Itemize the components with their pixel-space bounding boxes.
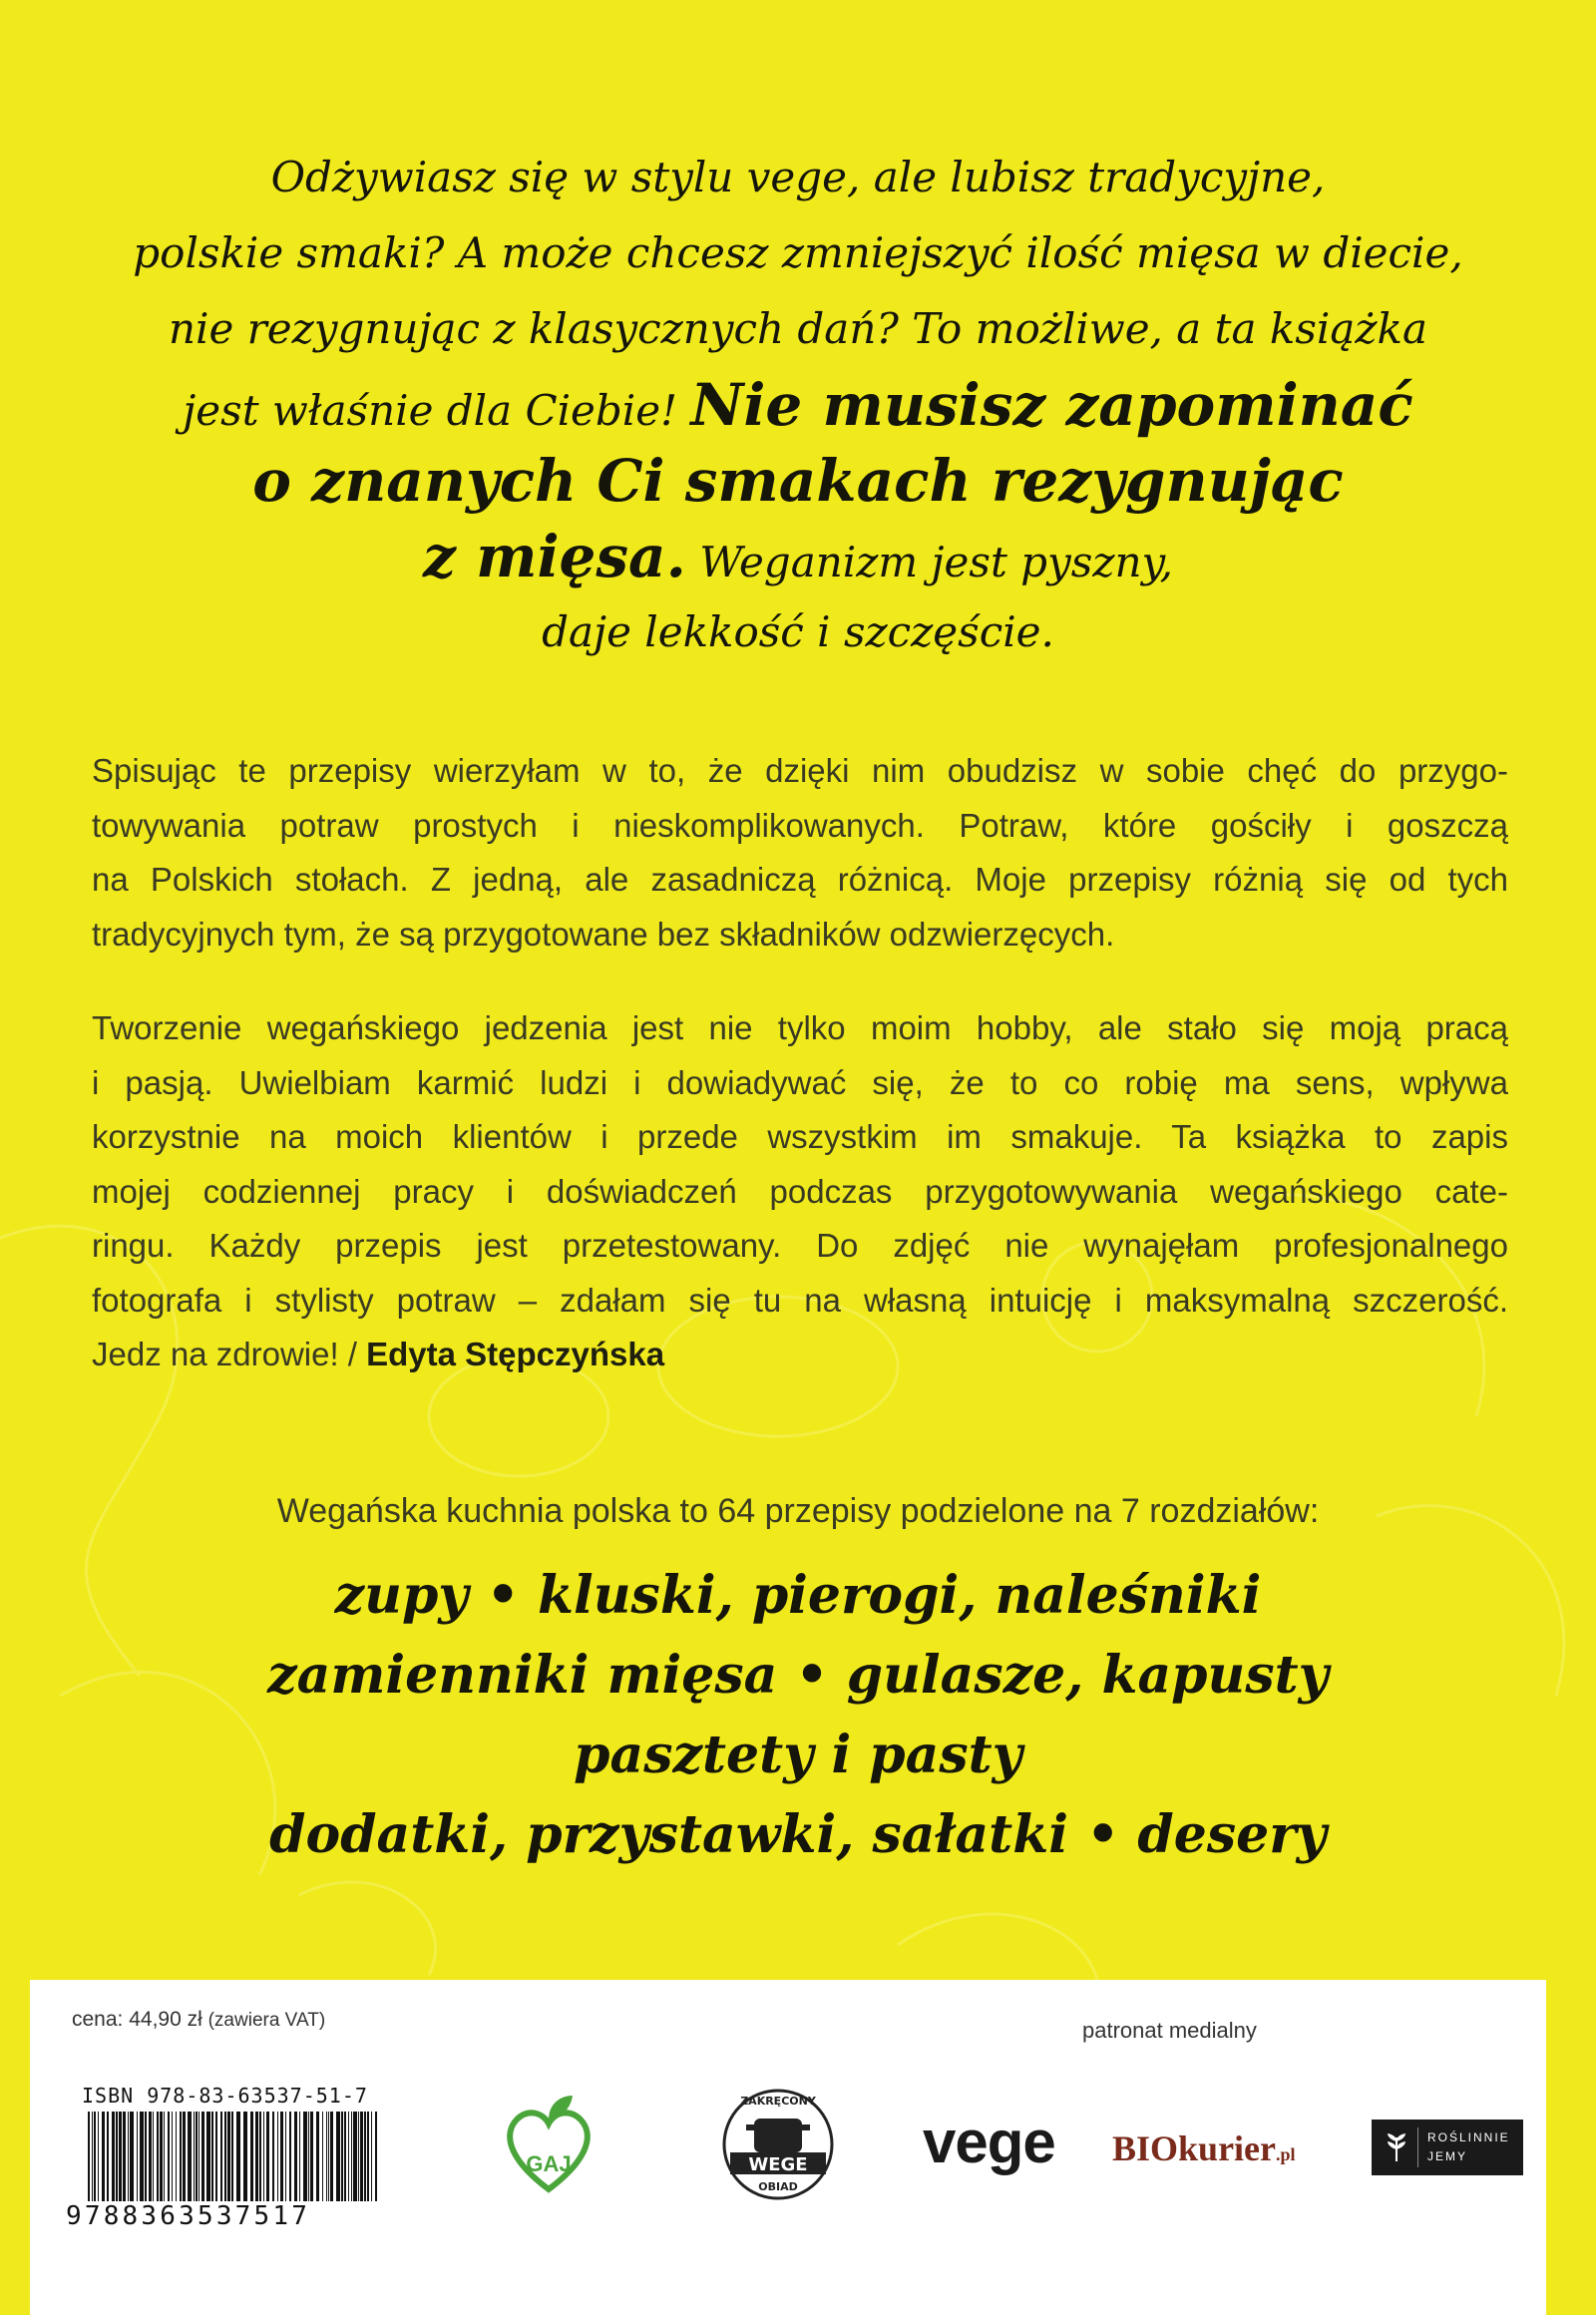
obiad-bottom-text: OBIAD — [758, 2180, 798, 2193]
barcode-bar — [201, 2112, 204, 2201]
obiad-top-text: ZAKRĘCONY — [740, 2095, 816, 2108]
barcode-bar — [236, 2112, 240, 2201]
chapter-line: zamienniki mięsa • gulasze, kapusty — [267, 1645, 1329, 1706]
intro-highlight-3: z mięsa. — [422, 523, 686, 590]
gaj-logo-text: GAJ — [526, 2151, 572, 2176]
barcode-bar — [280, 2112, 283, 2201]
chapters-list — [80, 1556, 1516, 1875]
intro-line-1: Odżywiasz się w stylu vege, ale lubisz tradycyjne, — [270, 153, 1326, 201]
barcode-bar — [119, 2112, 122, 2201]
paragraph-1-line: tradycyjnych tym, że są przygotowane bez składników odzwierzęcych. — [92, 915, 1115, 953]
biokurier-domain: .pl — [1276, 2144, 1296, 2164]
roslinnie-jemy-logo — [1372, 2120, 1523, 2175]
barcode-bar — [160, 2112, 163, 2201]
barcode-bar — [351, 2112, 352, 2201]
paragraph-2-line: i pasją. Uwielbiam karmić ludzi i dowiadywać się, że to co robię ma sens, wpływa — [92, 1063, 1508, 1101]
intro-line-4-lead: jest właśnie dla Ciebie! — [183, 386, 677, 435]
barcode-bar — [107, 2112, 109, 2201]
barcode-bar — [348, 2112, 349, 2201]
price-value: cena: 44,90 zł — [72, 2008, 202, 2031]
barcode-bar — [176, 2112, 177, 2201]
barcode-bar — [145, 2112, 147, 2201]
barcode-bar — [180, 2112, 182, 2201]
barcode-bar — [215, 2112, 217, 2201]
barcode-bar — [227, 2112, 230, 2201]
barcode — [86, 2112, 381, 2201]
gaj-logo — [499, 2090, 598, 2199]
barcode-bar — [172, 2112, 173, 2201]
vat-note: (zawiera VAT) — [207, 2010, 326, 2031]
barcode-bar — [194, 2112, 195, 2201]
paragraph-2-closing-line — [92, 1328, 1508, 1382]
barcode-bar — [310, 2112, 313, 2201]
barcode-bar — [277, 2112, 278, 2201]
barcode-bar — [322, 2112, 323, 2201]
paragraph-2 — [92, 1001, 1508, 1382]
barcode-bar — [328, 2112, 329, 2201]
media-patronage-label: patronat medialny — [1082, 2018, 1257, 2043]
barcode-bar — [263, 2112, 264, 2201]
barcode-bar — [303, 2112, 307, 2201]
isbn-label: ISBN 978-83-63537-51-7 — [82, 2084, 368, 2108]
paragraph-2-line: mojej codziennej pracy i doświadczeń podczas przygotowywania wegańskiego cate- — [92, 1172, 1508, 1210]
intro-highlight-2: o znanych Ci smakach rezygnując — [252, 447, 1344, 515]
barcode-bar — [112, 2112, 115, 2201]
barcode-bar — [224, 2112, 226, 2201]
barcode-bar — [243, 2112, 247, 2201]
paragraph-1-line: na Polskich stołach. Z jedną, ale zasadniczą różnicą. Moje przepisy różnią się od tych — [92, 861, 1508, 898]
barcode-bar — [188, 2112, 192, 2201]
barcode-bar — [341, 2112, 343, 2201]
barcode-bar — [272, 2112, 274, 2201]
rj-line-1: ROŚLINNIE — [1427, 2130, 1510, 2144]
barcode-bar — [153, 2112, 154, 2201]
paragraph-1-line: Spisując te przepisy wierzyłam w to, że dzięki nim obudzisz w sobie chęć do przygo- — [92, 752, 1508, 789]
author-name: Edyta Stępczyńska — [366, 1336, 665, 1372]
barcode-bar — [308, 2112, 309, 2201]
barcode-bar — [206, 2112, 210, 2201]
barcode-bar — [102, 2112, 105, 2201]
zakrecony-wege-obiad-logo — [718, 2085, 838, 2204]
barcode-bar — [140, 2112, 144, 2201]
closing-text: Jedz na zdrowie! / — [92, 1336, 357, 1372]
pot-badge-icon — [718, 2085, 838, 2204]
intro-line-4 — [80, 367, 1516, 443]
barcode-bar — [149, 2112, 152, 2201]
intro-line-6-tail: Weganizm jest pyszny, — [699, 538, 1174, 586]
barcode-bar — [294, 2112, 297, 2201]
barcode-bar — [371, 2112, 372, 2201]
barcode-bar — [259, 2112, 261, 2201]
paragraph-2-line: ringu. Każdy przepis jest przetestowany. Do zdjęć nie wynajęłam profesjonalnego — [92, 1227, 1508, 1264]
intro-highlight-1: Nie musisz zapominać — [690, 371, 1413, 439]
obiad-mid-text: WEGE — [748, 2154, 808, 2175]
barcode-bar — [344, 2112, 346, 2201]
barcode-bar — [130, 2112, 134, 2201]
barcode-bar — [336, 2112, 340, 2201]
barcode-bar — [330, 2112, 333, 2201]
paragraph-1-line: towywania potraw prostych i nieskomplikowanych. Potraw, które gościły i goszczą — [92, 806, 1508, 844]
paragraph-2-line: korzystnie na moich klientów i przede wszystkim im smakuje. Ta książka to zapis — [92, 1118, 1508, 1155]
chapter-line: zupy • kluski, pierogi, naleśniki — [334, 1565, 1262, 1626]
barcode-bar — [364, 2112, 366, 2201]
paragraph-1 — [92, 744, 1508, 962]
barcode-bar — [250, 2112, 253, 2201]
barcode-bar — [137, 2112, 138, 2201]
barcode-bar — [94, 2112, 96, 2201]
barcode-bar — [164, 2112, 165, 2201]
barcode-bar — [88, 2112, 90, 2201]
paragraph-2-line: Tworzenie wegańskiego jedzenia jest nie tylko moim hobby, ale stało się moją pracą — [92, 1009, 1508, 1046]
barcode-bar — [98, 2112, 99, 2201]
barcode-bar — [199, 2112, 200, 2201]
footer-panel — [30, 1980, 1546, 2315]
barcode-digits: 9788363537517 — [66, 2201, 311, 2231]
barcode-bar — [358, 2112, 359, 2201]
biokurier-logo — [1112, 2127, 1296, 2169]
barcode-bar — [316, 2112, 319, 2201]
barcode-bar — [360, 2112, 363, 2201]
intro-text — [80, 140, 1516, 670]
biokurier-text: BIOkurier — [1112, 2128, 1277, 2168]
chapters-summary: Wegańska kuchnia polska to 64 przepisy podzielone na 7 rozdziałów: — [276, 1492, 1320, 1530]
barcode-bar — [289, 2112, 291, 2201]
heart-leaf-icon — [499, 2090, 598, 2199]
barcode-bar — [326, 2112, 327, 2201]
barcode-bar — [123, 2112, 126, 2201]
barcode-bar — [255, 2112, 258, 2201]
vege-logo: vege — [923, 2109, 1055, 2175]
barcode-bar — [299, 2112, 300, 2201]
wheat-leaf-icon — [1384, 2131, 1409, 2163]
barcode-bar — [266, 2112, 269, 2201]
intro-line-2: polskie smaki? A może chcesz zmniejszyć ilość mięsa w diecie, — [133, 228, 1463, 277]
barcode-bar — [211, 2112, 213, 2201]
barcode-bar — [128, 2112, 129, 2201]
intro-line-6 — [80, 519, 1516, 594]
intro-line-3: nie rezygnując z klasycznych dań? To możliwe, a ta książka — [168, 304, 1428, 353]
barcode-bar — [285, 2112, 286, 2201]
chapter-line: pasztety i pasty — [574, 1725, 1022, 1785]
rj-line-2: JEMY — [1427, 2149, 1468, 2163]
barcode-bar — [168, 2112, 170, 2201]
barcode-bar — [231, 2112, 233, 2201]
barcode-bar — [353, 2112, 357, 2201]
barcode-bar — [92, 2112, 93, 2201]
intro-line-7: daje lekkość i szczęście. — [542, 607, 1054, 656]
barcode-bar — [157, 2112, 159, 2201]
barcode-bar — [220, 2112, 222, 2201]
price-label — [72, 2008, 325, 2032]
barcode-bar — [375, 2112, 377, 2201]
barcode-bar — [367, 2112, 369, 2201]
paragraph-2-line: fotografa i stylisty potraw – zdałam się tu na własną intuicję i maksymalną szczerość. — [92, 1281, 1508, 1319]
barcode-bar — [196, 2112, 198, 2201]
roslinnie-jemy-text — [1427, 2128, 1510, 2166]
barcode-bar — [116, 2112, 118, 2201]
chapter-line: dodatki, przystawki, sałatki • desery — [269, 1804, 1327, 1865]
barcode-bar — [183, 2112, 186, 2201]
